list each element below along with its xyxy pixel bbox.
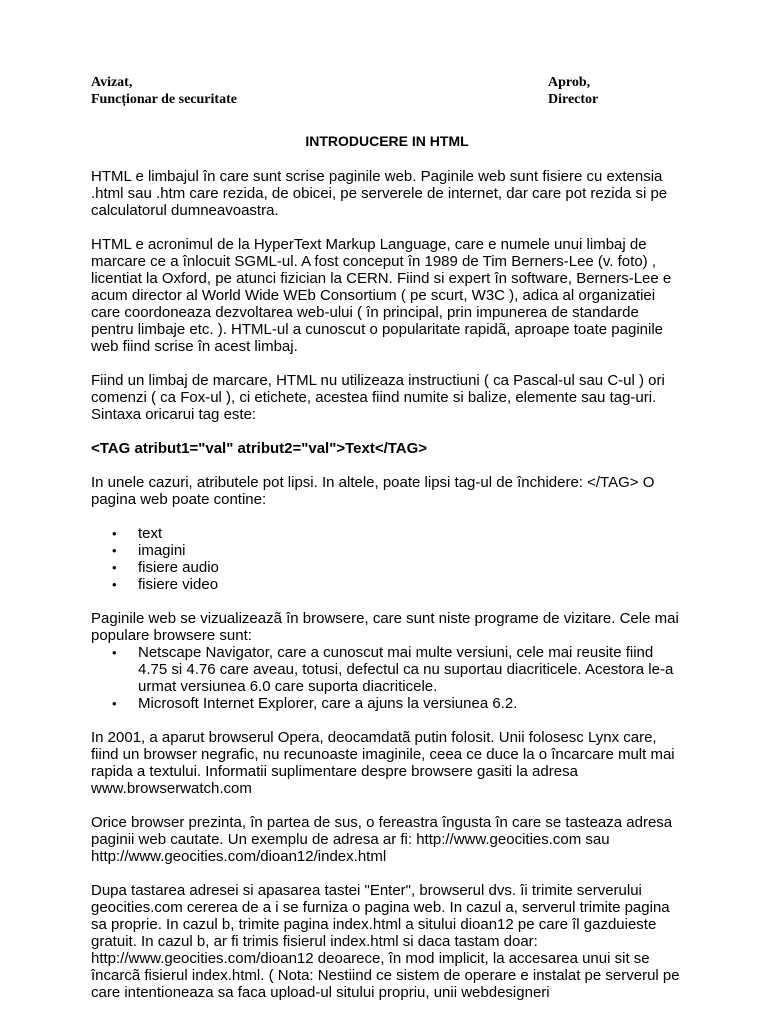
paragraph-markup: Fiind un limbaj de marcare, HTML nu utilizeaza instructiuni ( ca Pascal-ul sau C-ul ) ori comenzi ( ca Fox-ul ), ci etichete, acestea fiind numite si balize, elemente sau tag-uri. Sintaxa oricarui tag este: xyxy=(91,372,665,423)
paragraph-request: Dupa tastarea adresei si apasarea tastei "Enter", browserul dvs. îi trimite serverului geocities.com cererea de a i se furniza o pagina web. In cazul a, serverul trimite pagina sa proprie. In cazul b, trimite pagina index.html a sitului dioan12 pe care îl gazduieste gratuit. In cazul b, ar fi trimis fisierul index.html si daca tastam doar: http://www.geocities.com/dioan12 deoarece, în mod implicit, la accesarea unui sit se încarcã fisierul index.html. ( Nota: Nestiind ce sistem de operare e instalat pe serverul pe care intentioneaza sa faca upload-ul sitului propriu, unii webdesigneri xyxy=(91,882,680,1001)
paragraph-attributes: In unele cazuri, atributele pot lipsi. In altele, poate lipsi tag-ul de închidere: </TAG> O pagina web poate contine: xyxy=(91,474,655,508)
approval-header xyxy=(91,74,683,108)
director-label: Director xyxy=(548,92,599,107)
bullet-icon: • xyxy=(112,543,117,558)
list-item: • Netscape Navigator, care a cunoscut mai multe versiuni, cele mai reusite fiind 4.75 si 4.76 care aveau, totusi, defectul ca nu suportau diacriticele. Acestora le-a urmat versiunea 6.0 care suporta diacriticele. xyxy=(112,644,674,695)
content-type-list xyxy=(91,525,683,593)
document-title: INTRODUCERE IN HTML xyxy=(305,133,469,149)
paragraph-acronym: HTML e acronimul de la HyperText Markup Language, care e numele unui limbaj de marcare ce a înlocuit SGML-ul. A fost conceput în 1989 de Tim Berners-Lee (v. foto) , licentiat la Oxford, pe atunci fizician la CERN. Fiind si expert în software, Berners-Lee e acum director al World Wide WEb Consortium ( pe scurt, W3C ), adica al organizatiei care coordoneaza dezvoltarea web-ului ( în principal, prin impunerea de standarde pentru limbaje etc. ). HTML-ul a cunoscut o popularitate rapidã, aproape toate paginile web fiind scrise în acest limbaj. xyxy=(91,236,672,355)
list-item: • fisiere audio xyxy=(112,559,219,576)
document-page xyxy=(91,74,683,1018)
header-left xyxy=(91,74,237,108)
paragraph-address-bar: Orice browser prezinta, în partea de sus, o fereastra îngusta în care se tasteaza adresa paginii web cautate. Un exemplu de adresa ar fi: http://www.geocities.com sau http://www.geocities.com/dioan12/index.html xyxy=(91,814,673,865)
browser-list xyxy=(91,644,683,712)
bullet-icon: • xyxy=(112,696,117,711)
paragraph-browsers: Paginile web se vizualizeazã în browsere, care sunt niste programe de vizitare. Cele mai populare browsere sunt: xyxy=(91,610,679,644)
bullet-icon: • xyxy=(112,577,117,592)
list-item: • fisiere video xyxy=(112,576,219,593)
tag-syntax-example: <TAG atribut1="val" atribut2="val">Text</TAG> xyxy=(91,440,428,457)
bullet-icon: • xyxy=(112,560,117,575)
aprob-label: Aprob, xyxy=(548,75,591,90)
avizat-label: Avizat, xyxy=(91,75,133,90)
list-item: • text xyxy=(112,525,163,542)
paragraph-intro: HTML e limbajul în care sunt scrise paginile web. Paginile web sunt fisiere cu extensia .html sau .htm care rezida, de obicei, pe serverele de internet, dar care pot rezida si pe calculatorul dumneavoastra. xyxy=(91,168,668,219)
list-item: • imagini xyxy=(112,542,186,559)
bullet-icon: • xyxy=(112,526,117,541)
paragraph-opera: In 2001, a aparut browserul Opera, deocamdatã putin folosit. Unii folosesc Lynx care, fiind un browser negrafic, nu recunoaste imaginile, ceea ce duce la o încarcare mult mai rapida a textului. Informatii suplimentare despre browsere gasiti la adresa www.browserwatch.com xyxy=(91,729,675,797)
list-item: • Microsoft Internet Explorer, care a ajuns la versiunea 6.2. xyxy=(112,695,518,712)
security-officer-label: Funcționar de securitate xyxy=(91,92,237,107)
bullet-icon: • xyxy=(112,645,117,660)
header-right xyxy=(548,74,683,108)
